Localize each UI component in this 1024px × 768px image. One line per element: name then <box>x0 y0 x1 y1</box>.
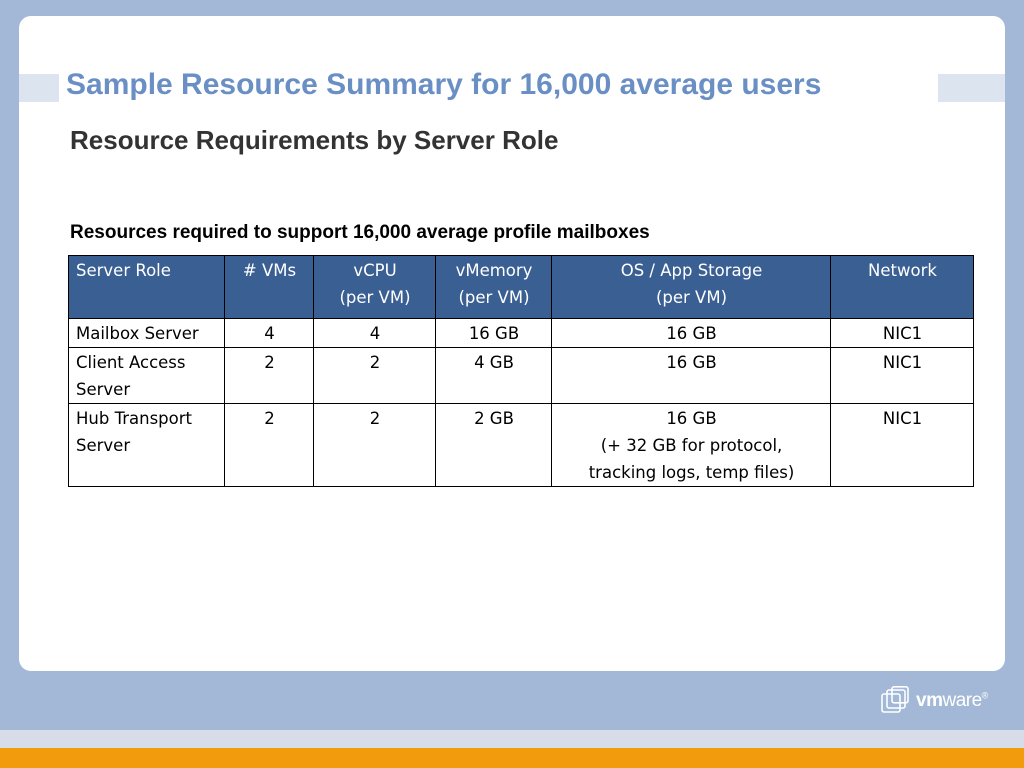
cell-server-role: Mailbox Server <box>69 319 225 348</box>
cell-vmemory: 4 GB <box>436 348 552 404</box>
title-accent-right <box>938 74 1005 102</box>
cell-storage: 16 GB <box>552 319 831 348</box>
table-row <box>69 319 974 348</box>
cell-vcpu: 2 <box>314 404 436 487</box>
slide-title: Sample Resource Summary for 16,000 average users <box>66 68 822 101</box>
cell-vmemory: 2 GB <box>436 404 552 487</box>
header-server-role: Server Role <box>69 256 225 319</box>
cell-server-role: Hub Transport Server <box>69 404 225 487</box>
cell-network: NIC1 <box>831 319 974 348</box>
cell-vms: 2 <box>225 404 314 487</box>
slide-subtitle: Resource Requirements by Server Role <box>70 125 559 155</box>
cell-vcpu: 4 <box>314 319 436 348</box>
footer-accent-band <box>0 748 1024 768</box>
table-row <box>69 348 974 404</box>
cell-vcpu: 2 <box>314 348 436 404</box>
header-vms: # VMs <box>225 256 314 319</box>
title-accent-left <box>19 74 59 102</box>
cell-network: NIC1 <box>831 404 974 487</box>
header-storage: OS / App Storage (per VM) <box>552 256 831 319</box>
table-caption: Resources required to support 16,000 average profile mailboxes <box>70 222 650 243</box>
resource-table <box>68 255 974 487</box>
cell-network: NIC1 <box>831 348 974 404</box>
header-vmemory: vMemory (per VM) <box>436 256 552 319</box>
cell-vms: 4 <box>225 319 314 348</box>
header-network: Network <box>831 256 974 319</box>
cell-storage: 16 GB (+ 32 GB for protocol, tracking logs, temp files) <box>552 404 831 487</box>
cell-server-role: Client Access Server <box>69 348 225 404</box>
table-row <box>69 404 974 487</box>
footer-light-band <box>0 730 1024 748</box>
header-vcpu: vCPU (per VM) <box>314 256 436 319</box>
cell-vms: 2 <box>225 348 314 404</box>
table-header-row <box>69 256 974 319</box>
vmware-logo <box>880 686 988 716</box>
cell-storage: 16 GB <box>552 348 831 404</box>
vmware-logo-icon <box>880 686 910 716</box>
cell-vmemory: 16 GB <box>436 319 552 348</box>
vmware-wordmark: vmware® <box>916 690 988 711</box>
